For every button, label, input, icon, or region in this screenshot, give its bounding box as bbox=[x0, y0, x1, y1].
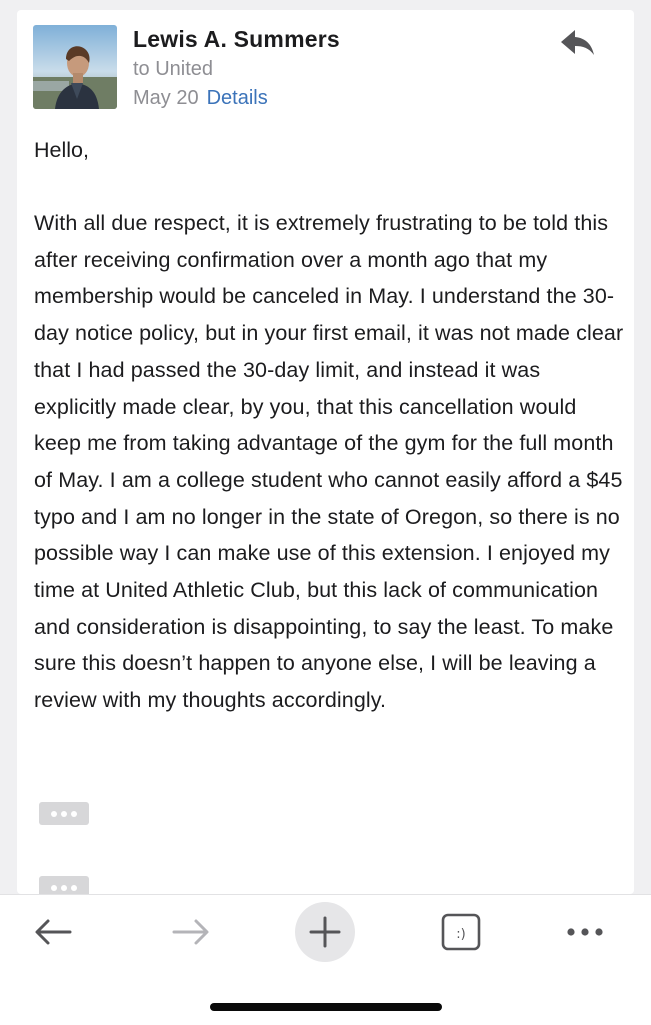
feedback-button[interactable] bbox=[440, 912, 482, 952]
feedback-glyph: :) bbox=[456, 927, 466, 942]
email-greeting: Hello, bbox=[34, 138, 89, 162]
back-button[interactable] bbox=[30, 915, 76, 949]
ellipsis-dot bbox=[71, 811, 77, 817]
email-card bbox=[17, 10, 634, 894]
recipient-line: to United bbox=[133, 58, 214, 80]
email-body: With all due respect, it is extremely frustrating to be told this after receiving confirmation over a month ago that my membership would be canceled in May. I understand the 30-day notice policy, but in your first email, it was not made clear that I had passed the 30-day limit, and instead it was explicitly made clear, by you, that this cancellation would keep me from taking advantage of the gym for the full month of May. I am a college student who cannot easily afford a $45 typo and I am no longer in the state of Oregon, so there is no possible way I can make use of this extension. I enjoyed my time at United Athletic Club, but this lack of communication and consideration is disappointing, to say the least. To make sure this doesn’t happen to anyone else, I will be leaving a review with my thoughts accordingly. bbox=[34, 211, 624, 713]
ellipsis-dot bbox=[61, 811, 67, 817]
arrow-right-icon bbox=[168, 915, 214, 949]
ellipsis-dot bbox=[51, 885, 57, 891]
smiley-feedback-icon bbox=[440, 912, 482, 952]
ellipsis-dot bbox=[71, 885, 77, 891]
plus-icon bbox=[295, 902, 355, 962]
more-options-button[interactable] bbox=[562, 915, 608, 949]
arrow-left-icon bbox=[30, 915, 76, 949]
date-row bbox=[133, 87, 268, 110]
show-quoted-text-button[interactable] bbox=[39, 802, 89, 825]
sender-name: Lewis A. Summers bbox=[133, 26, 340, 52]
email-date: May 20 bbox=[133, 87, 199, 109]
home-indicator[interactable] bbox=[210, 1003, 442, 1011]
avatar[interactable] bbox=[33, 25, 117, 109]
ellipsis-icon bbox=[562, 915, 608, 949]
forward-button[interactable] bbox=[168, 915, 214, 949]
reply-button[interactable] bbox=[555, 25, 599, 61]
compose-button[interactable] bbox=[295, 902, 355, 962]
details-link[interactable]: Details bbox=[206, 87, 268, 109]
reply-arrow-icon bbox=[555, 25, 599, 61]
ellipsis-dot bbox=[51, 811, 57, 817]
ellipsis-dot bbox=[61, 885, 67, 891]
show-trimmed-content-button[interactable] bbox=[39, 876, 89, 894]
